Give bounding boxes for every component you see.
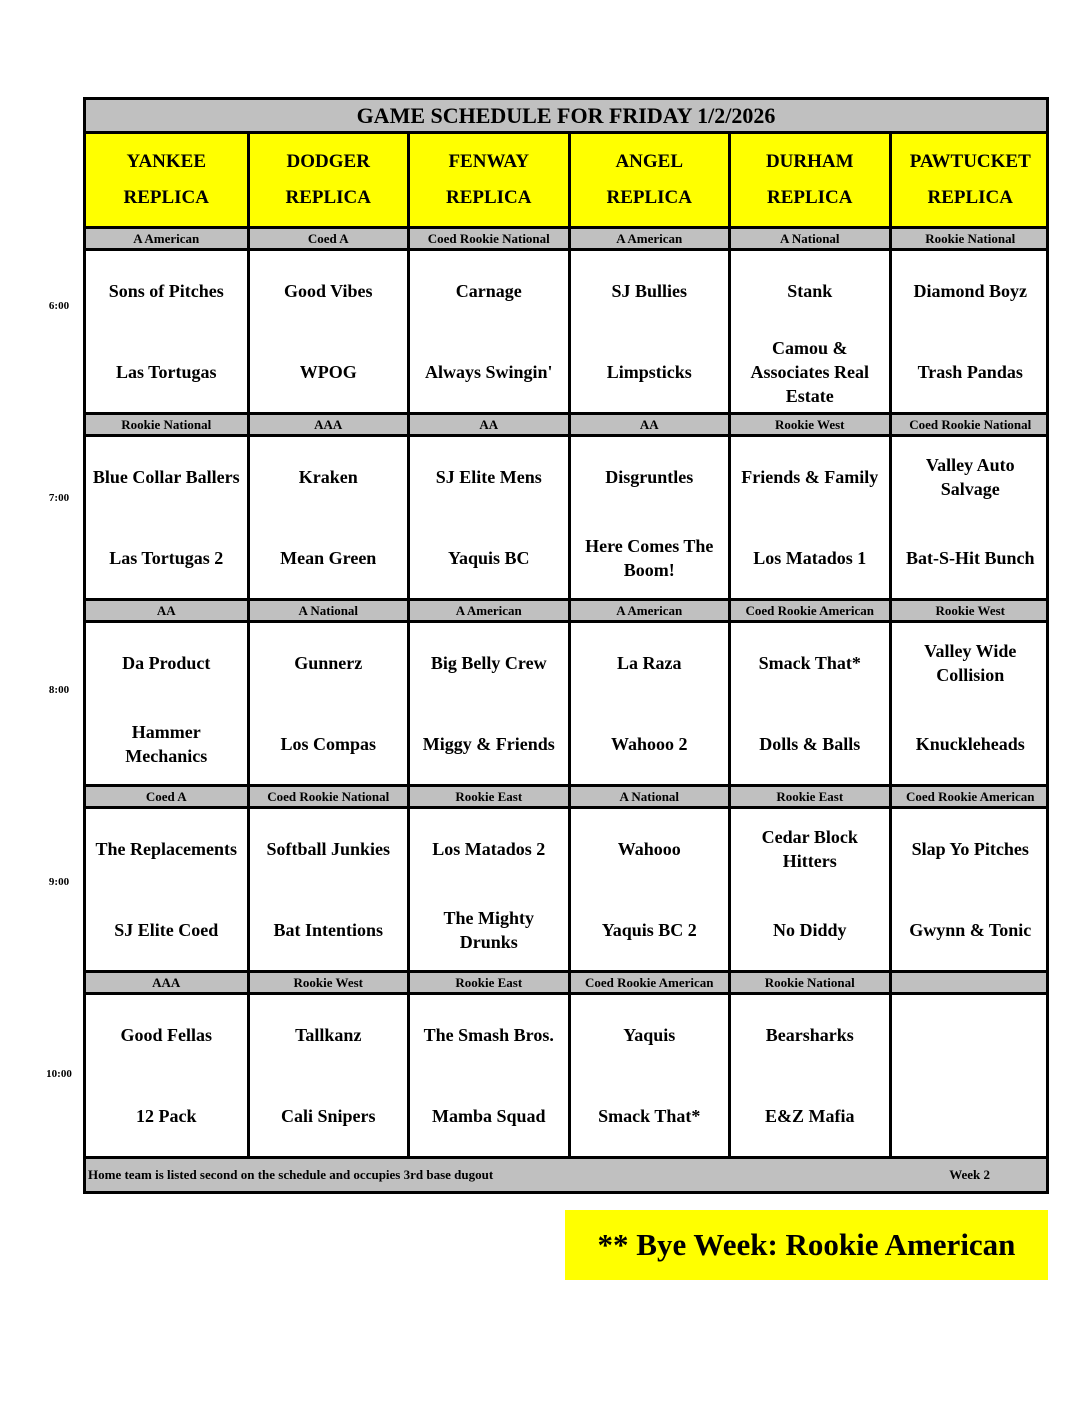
game-cell (568, 623, 729, 784)
division-label (889, 973, 1050, 992)
away-team: Da Product (122, 653, 211, 674)
home-team: Wahooo 2 (610, 733, 688, 754)
field-name: FENWAY (448, 151, 530, 172)
game-cell (86, 623, 247, 784)
division-label: Coed Rookie National (407, 229, 568, 248)
division-label: AA (407, 415, 568, 434)
away-team: The Smash Bros. (423, 1025, 554, 1046)
field-header (568, 134, 729, 226)
home-team: Miggy & Friends (422, 733, 555, 754)
division-label: Rookie National (728, 973, 889, 992)
home-team: Cali Snipers (280, 1105, 376, 1126)
game-cell (86, 251, 247, 412)
home-team: Camou & Associates Real Estate (750, 337, 869, 406)
division-label: A American (407, 601, 568, 620)
division-label: AAA (152, 974, 181, 990)
game-cell (247, 809, 408, 970)
game-cell (407, 623, 568, 784)
away-team: Softball Junkies (266, 839, 391, 860)
field-name: ANGEL (615, 151, 684, 172)
away-team: Valley Wide Collision (924, 641, 1017, 686)
game-cell (247, 251, 408, 412)
home-team: Limpsticks (606, 361, 692, 382)
game-cell (728, 809, 889, 970)
field-header-row (86, 134, 1046, 229)
away-team: Gunnerz (294, 653, 363, 674)
time-label: 7:00 (48, 492, 70, 504)
schedule-title: GAME SCHEDULE FOR FRIDAY 1/2/2026 (86, 100, 1046, 134)
game-cell (86, 809, 247, 970)
home-team: Bat-S-Hit Bunch (905, 547, 1035, 568)
game-cell (247, 995, 408, 1156)
division-label: AA (568, 415, 729, 434)
division-label: Coed Rookie American (728, 601, 889, 620)
game-cell (86, 995, 247, 1156)
field-subtitle: REPLICA (766, 187, 853, 208)
game-cell (247, 437, 408, 598)
game-cell (889, 623, 1050, 784)
division-row (86, 415, 1046, 437)
game-cell (889, 251, 1050, 412)
game-cell (889, 437, 1050, 598)
away-team: Smack That* (758, 653, 861, 674)
game-cell (407, 251, 568, 412)
division-label: Rookie West (889, 601, 1050, 620)
field-header (728, 134, 889, 226)
division-label: Rookie East (407, 973, 568, 992)
away-team: Stank (787, 281, 833, 302)
division-label: Rookie West (728, 415, 889, 434)
division-label: Coed Rookie American (889, 787, 1050, 806)
away-team: Good Fellas (120, 1025, 212, 1046)
game-cell (728, 251, 889, 412)
game-row (86, 809, 1046, 973)
footer-note: Home team is listed second on the schedule and occupies 3rd base dugout (88, 1167, 494, 1182)
game-row (86, 623, 1046, 787)
away-team: La Raza (617, 653, 682, 674)
field-name: YANKEE (126, 151, 207, 172)
time-label: 9:00 (48, 876, 70, 888)
game-cell (86, 437, 247, 598)
home-team: E&Z Mafia (765, 1105, 855, 1126)
away-team: Big Belly Crew (430, 653, 547, 674)
division-label: A National (568, 787, 729, 806)
away-team: SJ Bullies (611, 281, 688, 302)
field-header (889, 134, 1050, 226)
division-label: Coed A (247, 229, 408, 248)
game-row (86, 995, 1046, 1159)
field-header (247, 134, 408, 226)
field-name: DODGER (286, 151, 370, 172)
game-cell (247, 623, 408, 784)
home-team: Knuckleheads (915, 733, 1025, 754)
field-header (86, 134, 247, 226)
home-team: The Mighty Drunks (443, 907, 534, 952)
division-label: A American (568, 601, 729, 620)
home-team: Hammer Mechanics (125, 721, 208, 766)
division-row (86, 787, 1046, 809)
home-team: Las Tortugas 2 (109, 547, 224, 568)
away-team: Good Vibes (283, 281, 373, 302)
away-team: Friends & Family (741, 467, 879, 488)
time-label: 6:00 (48, 300, 70, 312)
away-team: Yaquis (623, 1025, 676, 1046)
away-team: Carnage (455, 281, 522, 302)
game-cell (568, 437, 729, 598)
game-cell (407, 809, 568, 970)
game-cell (728, 995, 889, 1156)
home-team: Dolls & Balls (759, 733, 861, 754)
field-subtitle: REPLICA (285, 187, 371, 208)
game-cell (889, 809, 1050, 970)
away-team: Disgruntles (605, 467, 694, 488)
game-cell (568, 995, 729, 1156)
division-label: Rookie East (407, 787, 568, 806)
schedule-table (83, 97, 1049, 1194)
division-label: Rookie West (247, 973, 408, 992)
away-team: The Replacements (95, 839, 237, 860)
away-team: Diamond Boyz (913, 281, 1027, 302)
division-label: A National (728, 229, 889, 248)
home-team: Here Comes The Boom! (585, 535, 714, 580)
field-subtitle: REPLICA (606, 187, 692, 208)
division-label: Rookie National (889, 229, 1050, 248)
home-team: Yaquis BC 2 (601, 919, 697, 940)
division-label: Coed Rookie National (889, 415, 1050, 434)
game-cell (728, 437, 889, 598)
division-label: AA (156, 602, 176, 618)
game-cell (568, 809, 729, 970)
home-team: 12 Pack (136, 1105, 197, 1126)
home-team: Mean Green (280, 547, 377, 568)
footer-row (86, 1159, 1046, 1191)
division-label: Coed A (145, 788, 187, 804)
away-team: Bearsharks (765, 1025, 854, 1046)
away-team: Tallkanz (295, 1025, 362, 1046)
division-label: Coed Rookie American (568, 973, 729, 992)
week-label: Week 2 (949, 1167, 990, 1182)
home-team: No Diddy (772, 919, 847, 940)
home-team: Los Matados 1 (753, 547, 867, 568)
away-team: Los Matados 2 (432, 839, 546, 860)
bye-week-banner: ** Bye Week: Rookie American (565, 1210, 1048, 1280)
home-team: Always Swingin' (424, 361, 553, 382)
away-team: SJ Elite Mens (435, 467, 542, 488)
away-team: Valley Auto Salvage (925, 455, 1015, 500)
division-label: Coed Rookie National (247, 787, 408, 806)
game-cell (407, 995, 568, 1156)
time-label: 8:00 (48, 684, 70, 696)
field-subtitle: REPLICA (123, 187, 209, 208)
division-row (86, 973, 1046, 995)
game-row (86, 251, 1046, 415)
away-team: Cedar Block Hitters (761, 827, 858, 872)
home-team: SJ Elite Coed (114, 919, 219, 940)
away-team: Wahooo (617, 839, 681, 860)
home-team: Gwynn & Tonic (909, 919, 1032, 940)
away-team: Slap Yo Pitches (911, 839, 1029, 860)
field-subtitle: REPLICA (927, 187, 1013, 208)
away-team: Sons of Pitches (108, 281, 224, 302)
field-name: DURHAM (765, 151, 854, 172)
game-cell (407, 437, 568, 598)
home-team: Bat Intentions (273, 919, 384, 940)
division-row (86, 601, 1046, 623)
home-team: Mamba Squad (431, 1105, 546, 1126)
field-header (407, 134, 568, 226)
field-subtitle: REPLICA (445, 187, 532, 208)
game-cell (568, 251, 729, 412)
away-team: Kraken (298, 467, 358, 488)
game-cell (889, 995, 1050, 1156)
division-label: A American (568, 229, 729, 248)
division-label: Rookie East (728, 787, 889, 806)
home-team: Smack That* (598, 1105, 701, 1126)
game-row (86, 437, 1046, 601)
game-cell (728, 623, 889, 784)
division-label: Rookie National (121, 416, 212, 432)
time-label: 10:00 (46, 1068, 72, 1080)
home-team: Trash Pandas (917, 361, 1023, 382)
division-label: A National (247, 601, 408, 620)
division-label: AAA (247, 415, 408, 434)
time-slots (86, 229, 1046, 1159)
field-name: PAWTUCKET (909, 151, 1031, 172)
away-team: Blue Collar Ballers (92, 467, 240, 488)
home-team: WPOG (299, 361, 357, 382)
home-team: Los Compas (280, 733, 377, 754)
division-label: A American (133, 230, 200, 246)
home-team: Las Tortugas (115, 361, 217, 382)
division-row (86, 229, 1046, 251)
home-team: Yaquis BC (447, 547, 530, 568)
